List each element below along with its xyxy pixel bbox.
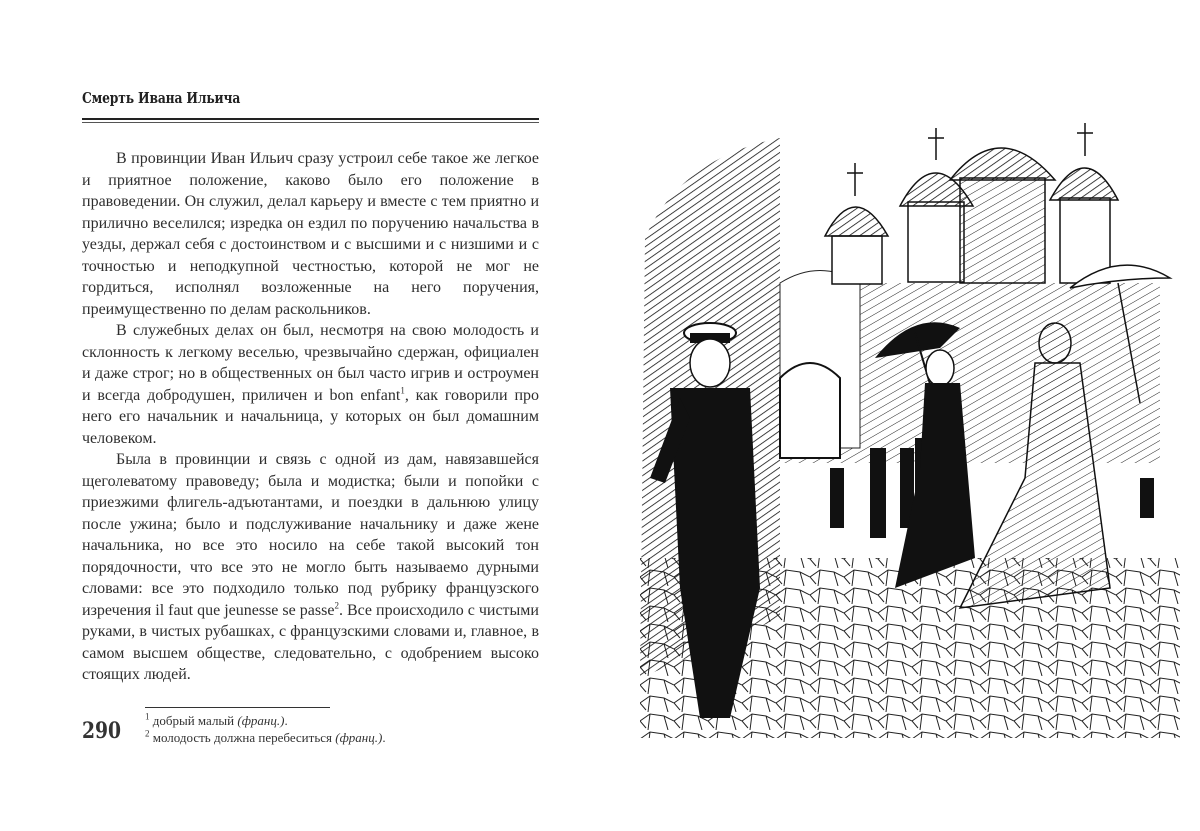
footnote-ref-2[interactable]: 2 xyxy=(334,600,339,611)
header-rule-thick xyxy=(82,118,539,120)
footnote-1-end: . xyxy=(284,713,288,728)
footnote-2 xyxy=(145,729,386,746)
footnote-2-end: . xyxy=(382,730,386,745)
paragraph-2-text-end: , как говорили про него его начальник и начальница, у которых он был домашним человеком. xyxy=(82,386,540,447)
footnote-mark-2: 2 xyxy=(145,728,150,739)
footnote-2-text: молодость должна перебеситься xyxy=(152,730,336,745)
paragraph-3 xyxy=(82,449,539,686)
footnote-2-note: (франц.) xyxy=(335,730,383,745)
footnote-1 xyxy=(145,712,386,729)
header-rule-thin xyxy=(82,122,539,123)
church-domes xyxy=(825,123,1118,284)
footnote-1-note: (франц.) xyxy=(237,713,285,728)
paragraph-3-text-end: . Все происходило с чистыми руками, в чистых рубашках, с французскими словами и, главное, в самом высшем обществе, следовательно, с одобрением высоко стоящих людей. xyxy=(82,601,539,683)
running-head: Смерть Ивана Ильича xyxy=(82,89,241,107)
paragraph-1: В провинции Иван Ильич сразу устроил себе такое же легкое и приятное положение, каково было его положение в правоведении. Он служил, делал карьеру и вместе с тем приятно и прилично веселился; изредка он ездил по поручению начальства в уезды, держал себя с достоинством и с высшими и с низшими и с точностью и неподкупной честностью, которой не мог не гордиться, исполнял возложенные на него поручения, преимущественно по делам раскольников. xyxy=(82,150,539,318)
footnote-rule xyxy=(145,707,330,708)
footnotes xyxy=(145,712,386,746)
footnote-mark-1: 1 xyxy=(145,711,150,722)
footnote-1-text: добрый малый xyxy=(152,713,238,728)
page-number: 290 xyxy=(82,718,122,744)
paragraph-2-text: В служебных делах он был, несмотря на свою молодость и склонность к легкому веселью, чрезвычайно сдержан, официален и даже строг; но в общественных он был часто игрив и остроумен и всегда добродушен, приличен и bon enfant xyxy=(82,322,539,404)
footnote-ref-1[interactable]: 1 xyxy=(400,385,405,396)
body-text xyxy=(82,148,539,686)
paragraph-2 xyxy=(82,320,539,449)
pen-ink-illustration-icon xyxy=(640,118,1180,738)
paragraph-3-text: Была в провинции и связь с одной из дам, навязавшейся щеголеватому правоведу; была и модистка; были и попойки с приезжими флигель-адъютантами, и поездки в дальнюю улицу после ужина; было и подслуживание начальнику и даже жене начальника, но все это носило на себе такой высокий тон порядочности, что все это не могло быть называемо дурными словами: все это подходило только под рубрику французского изречения il faut que jeunesse se passe xyxy=(82,451,539,619)
